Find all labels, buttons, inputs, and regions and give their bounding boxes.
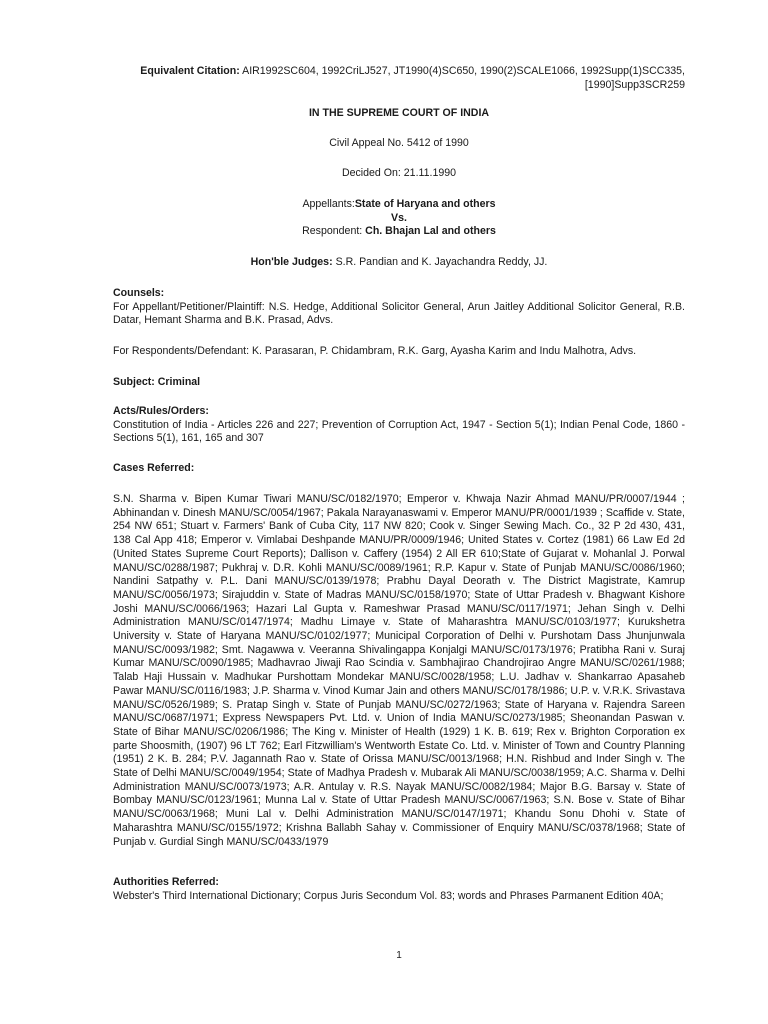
citation-text: AIR1992SC604, 1992CriLJ527, JT1990(4)SC650, 1990(2)SCALE1066, 1992Supp(1)SCC335, [1990]Supp3SCR259 bbox=[242, 65, 685, 91]
judges bbox=[113, 256, 685, 270]
versus: Vs. bbox=[391, 211, 407, 224]
equivalent-citation bbox=[113, 65, 685, 92]
appellants-name: State of Haryana and others bbox=[354, 198, 496, 210]
judges-label: Hon'ble Judges: bbox=[250, 256, 333, 268]
citation-label: Equivalent Citation: bbox=[140, 65, 240, 77]
acts-section bbox=[113, 405, 685, 446]
acts-heading: Acts/Rules/Orders: bbox=[113, 405, 209, 417]
counsels-section bbox=[113, 287, 685, 328]
judges-names: S.R. Pandian and K. Jayachandra Reddy, JJ. bbox=[335, 256, 548, 268]
appeal-number: Civil Appeal No. 5412 of 1990 bbox=[329, 137, 469, 149]
cases-heading: Cases Referred: bbox=[113, 462, 195, 474]
subject: Subject: Criminal bbox=[113, 376, 201, 388]
authorities-heading: Authorities Referred: bbox=[113, 876, 219, 888]
acts-text: Constitution of India - Articles 226 and 227; Prevention of Corruption Act, 1947 - Section 5(1); Indian Penal Code, 1860 - Sections 5(1), 161, 165 and 307 bbox=[113, 418, 685, 445]
page-number: 1 bbox=[396, 950, 402, 961]
parties bbox=[113, 198, 685, 239]
counsels-respondent: For Respondents/Defendant: K. Parasaran, P. Chidambram, R.K. Garg, Ayasha Karim and Indu Malhotra, Advs. bbox=[113, 345, 637, 357]
cases-text: S.N. Sharma v. Bipen Kumar Tiwari MANU/SC/0182/1970; Emperor v. Khwaja Nazir Ahmad MANU/PR/0007/1944 ; Abhinandan v. Dinesh MANU/SC/0054/1967; Pakala Narayanaswami v. Emperor MANU/PR/0001/1939 ; Scaffide v. State, 254 NW 651; Stuart v. Farmers' Bank of Cuba City, 117 NW 820; Cook v. Singer Sewing Mach. Co., 32 P 2d 430, 431, 138 Cal App 418; Emperor v. Vimlabai Deshpande MANU/PR/0009/1946; United States v. Cortez (1981) 66 Law Ed 2d (United States Supreme Court Reports); Dallison v. Caffery (1954) 2 All ER 610;State of Gujarat v. Mohanlal J. Porwal MANU/SC/0288/1987; Pukhraj v. D.R. Kohli MANU/SC/0089/1961; R.P. Kapur v. State of Punjab MANU/SC/0086/1960; Nandini Satpathy v. P.L. Dani MANU/SC/0139/1978; Prabhu Dayal Deorath v. The District Magistrate, Kamrup MANU/SC/0056/1973; Sirajuddin v. State of Madras MANU/SC/0158/1970; State of Uttar Pradesh v. Bhagwant Kishore Joshi MANU/SC/0066/1963; Hazari Lal Gupta v. Rameshwar Prasad MANU/SC/0117/1971; Jehan Singh v. Delhi Administration MANU/SC/0147/1974; Madhu Limaye v. State of Maharashtra MANU/SC/0103/1977; Kurukshetra University v. State of Haryana MANU/SC/0102/1977; Municipal Corporation of Delhi v. Purshotam Dass Jhunjunwala MANU/SC/0093/1982; Smt. Nagawwa v. Veeranna Shivalingappa Konjalgi MANU/SC/0173/1976; Pratibha Rani v. Suraj Kumar MANU/SC/0090/1985; Madhavrao Jiwaji Rao Scindia v. Sambhajirao Chandrojirao Angre MANU/SC/0261/1988; Talab Haji Hussain v. Madhukar Purshottam Mondekar MANU/SC/0028/1958; L.U. Jadhav v. Shankarrao Apasaheb Pawar MANU/SC/0116/1983; J.P. Sharma v. Vinod Kumar Jain and others MANU/SC/0178/1986; U.P. v. V.R.K. Srivastava MANU/SC/0526/1989; S. Pratap Singh v. State of Punjab MANU/SC/0272/1963; State of Haryana v. Rajendra Sareen MANU/SC/0687/1971; Express Newspapers Pvt. Ltd. v. Union of India MANU/SC/0273/1985; Sheonandan Paswan v. State of Bihar MANU/SC/0206/1986; The King v. Minister of Health (1929) 1 K. B. 619; Rex v. Brighton Corporation ex parte Shoosmith, (1907) 96 LT 762; Earl Fitzwilliam's Wentworth Estate Co. Ltd. v. Minister of Town and Country Planning (1951) 2 K. B. 284; P.V. Jagannath Rao v. State of Orissa MANU/SC/0013/1968; H.N. Rishbud and Inder Singh v. The State of Delhi MANU/SC/0049/1954; State of Madhya Pradesh v. Mubarak Ali MANU/SC/0038/1959; A.C. Sharma v. Delhi Administration MANU/SC/0073/1973; A.R. Antulay v. R.S. Nayak MANU/SC/0082/1984; Major B.G. Barsay v. State of Bombay MANU/SC/0123/1961; Munna Lal v. State of Uttar Pradesh MANU/SC/0067/1963; S.N. Bose v. State of Bihar MANU/SC/0063/1968; Muni Lal v. Delhi Administration MANU/SC/0147/1971; Khandu Sonu Dhohi v. State of Maharashtra MANU/SC/0155/1972; Krishna Ballabh Sahay v. Commissioner of Enquiry MANU/SC/0378/1968; State of Punjab v. Gurdial Singh MANU/SC/0433/1979 bbox=[113, 493, 685, 848]
authorities-section bbox=[113, 876, 685, 903]
court-title: IN THE SUPREME COURT OF INDIA bbox=[308, 107, 490, 119]
decided-date: Decided On: 21.11.1990 bbox=[341, 167, 457, 179]
counsels-heading: Counsels: bbox=[113, 287, 165, 299]
appellants-label: Appellants: bbox=[302, 198, 355, 210]
respondent-name: Ch. Bhajan Lal and others bbox=[365, 225, 496, 238]
counsels-appellant: For Appellant/Petitioner/Plaintiff: N.S. Hedge, Additional Solicitor General, Arun Jaitley Additional Solicitor General, R.B. Datar, Hemant Sharma and B.K. Prasad, Advs. bbox=[113, 300, 685, 327]
authorities-text: Webster's Third International Dictionary; Corpus Juris Secondum Vol. 83; words and Phrases Parmanent Edition 40A; bbox=[113, 889, 664, 902]
respondent-label: Respondent: bbox=[302, 225, 363, 238]
